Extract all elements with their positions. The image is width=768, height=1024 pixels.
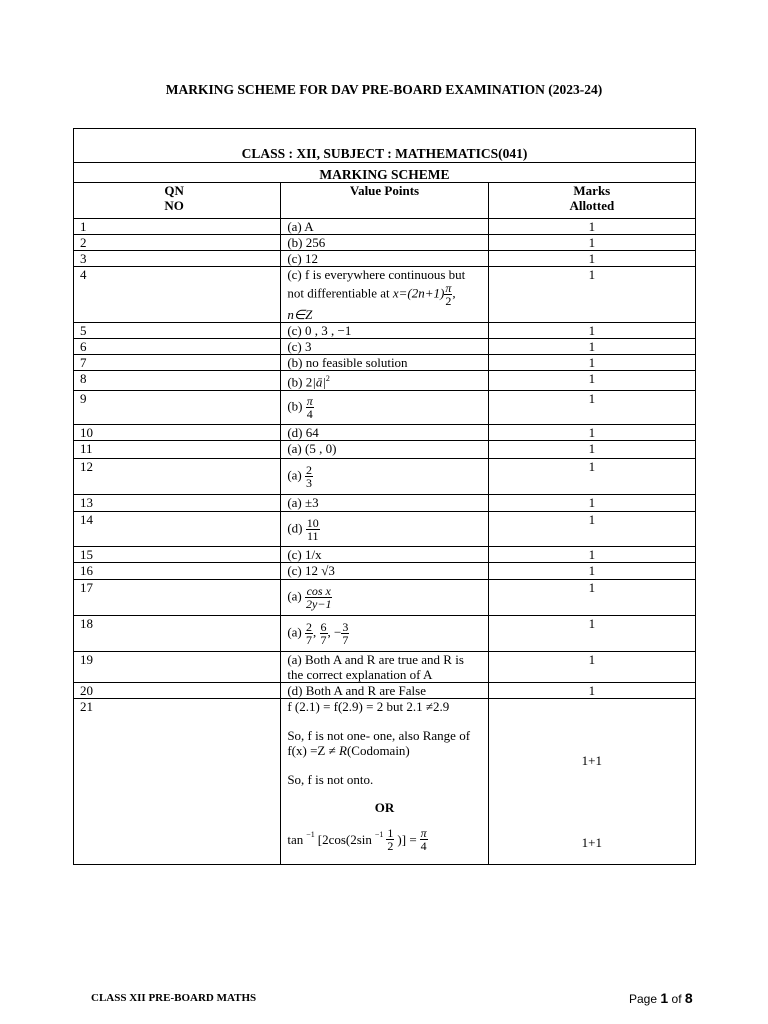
footer-label: CLASS XII PRE-BOARD MATHS [91, 992, 257, 1004]
table-row [74, 235, 696, 251]
answer-cell: (a) A [281, 219, 488, 235]
marks-cell: 1 [488, 371, 695, 391]
fraction: $\frac{6}{7}$ [320, 620, 327, 647]
marks-cell: 1 [488, 459, 695, 495]
marks-cell: 1 [488, 235, 695, 251]
question-number: 10 [74, 425, 281, 441]
question-number: 19 [74, 652, 281, 683]
fraction: $\frac{\text{cos x}}{2y-1}$ [306, 584, 332, 611]
fraction: $\frac{1}{2}$ [387, 826, 394, 853]
question-number: 8 [74, 371, 281, 391]
document-title: MARKING SCHEME FOR DAV PRE-BOARD EXAMINATION (2023-24) [165, 82, 603, 97]
table-row [74, 683, 696, 699]
q21-line-3: So, f is not onto. [287, 772, 374, 787]
marks-cell: 1 [488, 323, 695, 339]
answer-cell: (b) $\frac{\pi}{4}$ [281, 391, 488, 425]
marks-cell: 1 [488, 339, 695, 355]
question-number: 3 [74, 251, 281, 267]
answer-cell: (c) 1/x [281, 547, 488, 563]
answer-cell: (b) 256 [281, 235, 488, 251]
fraction: $\frac{\pi}{4}$ [306, 394, 313, 421]
marking-scheme-table [73, 128, 696, 865]
question-number: 17 [74, 580, 281, 616]
fraction: $\frac{2}{7}$ [306, 620, 313, 647]
marks-cell: 1 [488, 652, 695, 683]
answer-cell: (a) $\frac{\text{cos x}}{2y-1}$ [281, 580, 488, 616]
fraction: $\frac{\pi}{4}$ [420, 826, 427, 853]
table-row [74, 699, 696, 865]
marks-cell: 1 [488, 425, 695, 441]
question-number: 5 [74, 323, 281, 339]
question-number: 6 [74, 339, 281, 355]
marks-cell: 1 [488, 251, 695, 267]
fraction: $\frac{10}{11}$ [306, 515, 319, 543]
value-points-header: Value Points [281, 183, 488, 219]
question-number: 18 [74, 616, 281, 652]
answer-cell: (b) $2|ā|^2$ [281, 371, 488, 391]
q21-line-2: So, f is not one- one, also Range of f(x) =Z ≠ R(Codomain) [287, 728, 471, 758]
table-row [74, 495, 696, 512]
answer-cell: (d) $\frac{10}{11}$ [281, 512, 488, 547]
q21-expression: tan $^{-1}$ [2cos(2sin $^{-1}$ $\frac{1}{2}$ )] = $\frac{\pi}{4}$ [287, 826, 427, 853]
marks-cell: 1 [488, 616, 695, 652]
table-row [74, 616, 696, 652]
marks-cell: 1 [488, 512, 695, 547]
question-number: 7 [74, 355, 281, 371]
fraction: $\frac{2}{3}$ [306, 463, 313, 490]
marks-cell: 1 [488, 355, 695, 371]
answer-cell: (d) Both A and R are False [281, 683, 488, 699]
class-subject-heading: CLASS : XII, SUBJECT : MATHEMATICS(041) [74, 129, 696, 163]
question-number: 15 [74, 547, 281, 563]
question-number: 9 [74, 391, 281, 425]
table-row [74, 425, 696, 441]
question-number: 11 [74, 441, 281, 459]
answer-cell: (c) 3 [281, 339, 488, 355]
math-expression: , n∈Z [287, 285, 456, 322]
marks-cell: 1 [488, 219, 695, 235]
marks-header: Marks Allotted [488, 183, 695, 219]
question-number: 16 [74, 563, 281, 580]
marks-cell: 1 [488, 683, 695, 699]
question-number: 21 [74, 699, 281, 865]
table-row [74, 323, 696, 339]
fraction: $\frac{\pi}{2}$ [445, 281, 452, 308]
answer-cell: (c) 12 [281, 251, 488, 267]
question-number: 14 [74, 512, 281, 547]
or-separator: OR [374, 800, 395, 815]
answer-cell: (a) ±3 [281, 495, 488, 512]
marks-cell: 1 [488, 441, 695, 459]
answer-cell: (c) 0 , 3 , −1 [281, 323, 488, 339]
answer-cell: (b) no feasible solution [281, 355, 488, 371]
fraction: $\frac{3}{7}$ [342, 620, 349, 647]
page-indicator: Page 1 of 8 [629, 990, 693, 1006]
answer-cell: (a) (5 , 0) [281, 441, 488, 459]
question-number: 13 [74, 495, 281, 512]
marks-cell: 1 [488, 391, 695, 425]
table-row [74, 512, 696, 547]
answer-cell: (c) 12 √3 [281, 563, 488, 580]
answer-cell: (c) f is everywhere continuous but not differentiable at x=(2n+1) $\frac{\pi}{2}$ , n∈Z [281, 267, 488, 323]
table-row [74, 563, 696, 580]
marks-cell: 1 [488, 547, 695, 563]
answer-cell: (d) 64 [281, 425, 488, 441]
table-row [74, 355, 696, 371]
table-row [74, 267, 696, 323]
marks-cell: 1 [488, 563, 695, 580]
table-row [74, 441, 696, 459]
answer-cell: (a) Both A and R are true and R is the correct explanation of A [281, 652, 488, 683]
question-number: 12 [74, 459, 281, 495]
scheme-heading: MARKING SCHEME [74, 163, 696, 183]
answer-cell [281, 699, 488, 865]
q21-line-1: f (2.1) = f(2.9) = 2 but 2.1 ≠2.9 [287, 699, 450, 714]
answer-cell: (a) $\frac{2}{3}$ [281, 459, 488, 495]
table-row [74, 652, 696, 683]
math-expression: |ā| [312, 374, 326, 390]
question-number: 1 [74, 219, 281, 235]
table-row [74, 391, 696, 425]
question-number: 2 [74, 235, 281, 251]
qn-header: QN NO [74, 183, 281, 219]
table-row [74, 580, 696, 616]
table-row [74, 459, 696, 495]
marks-cell: 1 [488, 267, 695, 323]
marks-cell: 1+1 1+1 [488, 699, 695, 865]
table-row [74, 219, 696, 235]
question-number: 20 [74, 683, 281, 699]
table-row [74, 251, 696, 267]
answer-cell: (a) $\frac{2}{7}$ , $\frac{6}{7}$ , − $\frac{3}{7}$ [281, 616, 488, 652]
table-row [74, 547, 696, 563]
math-expression: x=(2n+1) [392, 285, 445, 301]
marks-cell: 1 [488, 495, 695, 512]
table-row [74, 339, 696, 355]
question-number: 4 [74, 267, 281, 323]
marks-cell: 1 [488, 580, 695, 616]
table-row [74, 371, 696, 391]
